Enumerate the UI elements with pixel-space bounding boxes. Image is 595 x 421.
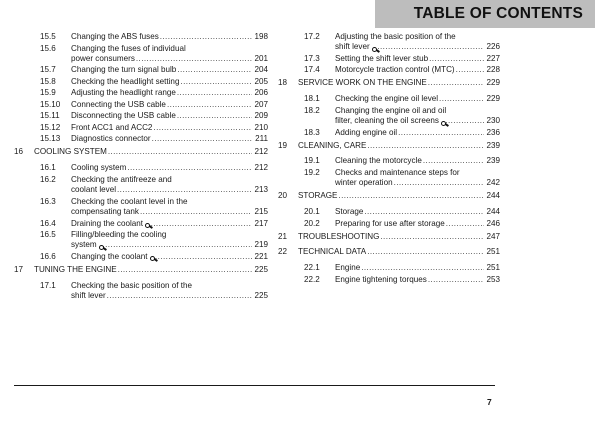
toc-entry-title: Diagnostics connector: [71, 134, 151, 144]
toc-entry[interactable]: [14, 230, 268, 251]
dot-leader: [429, 54, 484, 64]
toc-entry[interactable]: [278, 54, 500, 64]
page-number: 7: [487, 397, 492, 407]
toc-entry-title: Engine tightening torques: [335, 274, 427, 284]
header-bar: [375, 0, 595, 28]
toc-entry-page: 211: [255, 134, 268, 144]
toc-entry-page: 212: [254, 163, 268, 173]
toc-entry-title: system: [71, 240, 97, 250]
toc-entry-page: 247: [486, 231, 500, 241]
dot-leader: [380, 232, 484, 242]
toc-entry-title: Cooling system: [71, 163, 127, 173]
dot-leader: [177, 65, 252, 75]
dot-leader: [136, 54, 252, 64]
dot-leader: [152, 134, 252, 144]
toc-entry-title: Checks and maintenance steps for: [335, 167, 460, 177]
toc-entry-title: winter operation: [335, 178, 393, 188]
toc-entry-page: 217: [254, 218, 268, 228]
toc-entry-page: 198: [254, 32, 268, 41]
toc-entry-page: 225: [254, 291, 268, 301]
toc-entry-number: 15.13: [40, 134, 61, 144]
toc-entry[interactable]: [14, 123, 268, 133]
toc-entry[interactable]: [14, 77, 268, 87]
toc-entry-page: 221: [254, 251, 268, 261]
toc-column-left: [14, 32, 268, 303]
toc-entry-number: 19.2: [304, 167, 320, 177]
toc-entry-title: Changing the ABS fuses: [71, 32, 159, 41]
footer-divider: [14, 385, 495, 386]
toc-entry-page: 204: [254, 65, 268, 75]
toc-entry-number: 15.9: [40, 88, 56, 98]
toc-entry-page: 212: [254, 147, 268, 157]
dot-leader: [118, 265, 252, 275]
toc-entry-page: 251: [486, 247, 500, 257]
toc-entry-page: 210: [254, 122, 268, 132]
toc-entry-page: 209: [254, 111, 268, 121]
dot-leader: [446, 219, 484, 229]
toc-entry-number: 21: [278, 231, 288, 241]
toc-entry-page: 206: [254, 88, 268, 98]
toc-entry-page: 207: [254, 99, 268, 109]
wrench-icon: [145, 223, 147, 229]
dot-leader: [107, 291, 252, 301]
toc-entry-title: TECHNICAL DATA: [298, 247, 367, 257]
toc-entry[interactable]: [14, 111, 268, 121]
toc-entry-number: 15.6: [40, 43, 56, 53]
toc-entry-title: Preparing for use after storage: [335, 218, 445, 228]
toc-entry-number: 15.8: [40, 76, 56, 86]
toc-entry[interactable]: [14, 147, 268, 157]
toc-entry-number: 18.3: [304, 127, 320, 137]
wrench-icon: [441, 121, 442, 127]
toc-entry-page: 205: [254, 76, 268, 86]
toc-entry[interactable]: [278, 32, 500, 53]
dot-leader: [375, 42, 484, 52]
toc-entry-title: CLEANING, CARE: [298, 140, 367, 150]
toc-entry-title: Checking the basic position of the: [71, 280, 193, 290]
toc-entry-number: 20.2: [304, 218, 320, 228]
toc-entry-page: 244: [486, 191, 500, 201]
toc-entry[interactable]: [14, 65, 268, 75]
page-title: TABLE OF CONTENTS: [413, 5, 583, 22]
toc-entry[interactable]: [278, 94, 500, 104]
toc-entry[interactable]: [278, 65, 500, 75]
toc-entry-title: Storage: [335, 207, 364, 217]
toc-entry-number: 17.3: [304, 53, 320, 63]
toc-entry-title: TUNING THE ENGINE: [34, 264, 117, 274]
wrench-icon: [372, 47, 374, 53]
toc-entry-number: 16.4: [40, 218, 56, 228]
toc-entry-number: 22.2: [304, 274, 320, 284]
dot-leader: [117, 185, 252, 195]
toc-entry-title: coolant level: [71, 185, 116, 195]
toc-entry-page: 251: [486, 263, 500, 273]
toc-entry-number: 22.1: [304, 263, 320, 273]
dot-leader: [394, 178, 484, 188]
toc-column-right: [278, 32, 500, 286]
toc-entry-title: Engine: [335, 263, 361, 273]
toc-entry-number: 16.1: [40, 163, 56, 173]
toc-entry[interactable]: [278, 191, 500, 201]
toc-entry[interactable]: [278, 247, 500, 257]
toc-entry[interactable]: [278, 128, 500, 138]
toc-entry[interactable]: [278, 156, 500, 166]
toc-entry-title: Cleaning the motorcycle: [335, 156, 422, 166]
toc-entry-number: 18: [278, 78, 288, 88]
toc-entry[interactable]: [278, 106, 500, 127]
dot-leader: [153, 123, 252, 133]
toc-entry-title: Adjusting the headlight range: [71, 88, 176, 98]
toc-entry-number: 19.1: [304, 156, 320, 166]
toc-entry-page: 239: [486, 140, 500, 150]
toc-entry-page: 230: [486, 116, 500, 126]
toc-entry[interactable]: [278, 219, 500, 229]
toc-entry-number: 22: [278, 247, 288, 257]
dot-leader: [338, 191, 484, 201]
toc-entry-title: Disconnecting the USB cable: [71, 111, 176, 121]
toc-entry-page: 242: [486, 178, 500, 188]
toc-entry[interactable]: [14, 175, 268, 196]
toc-entry[interactable]: [278, 263, 500, 273]
toc-entry-title: Adding engine oil: [335, 127, 398, 137]
toc-entry-number: 15.5: [40, 32, 56, 41]
toc-entry-title: shift lever: [71, 291, 106, 301]
dot-leader: [148, 219, 252, 229]
dot-leader: [180, 77, 252, 87]
toc-entry-title: Changing the coolant: [71, 251, 148, 261]
toc-entry-title: Changing the fuses of individual: [71, 43, 186, 53]
dot-leader: [177, 111, 252, 121]
toc-entry-page: 244: [486, 207, 500, 217]
toc-entry[interactable]: [14, 32, 268, 42]
toc-entry-title: STORAGE: [298, 191, 338, 201]
dot-leader: [367, 141, 484, 151]
toc-entry[interactable]: [14, 44, 268, 65]
dot-leader: [108, 147, 252, 157]
dot-leader: [167, 100, 252, 110]
toc-entry-title: Motorcycle traction control (MTC): [335, 65, 455, 75]
toc-entry-number: 16.5: [40, 230, 56, 240]
toc-entry-number: 17.4: [304, 65, 320, 75]
toc-entry-title: Changing the engine oil and oil: [335, 105, 447, 115]
toc-entry-title: Front ACC1 and ACC2: [71, 122, 153, 132]
toc-entry-number: 20: [278, 191, 288, 201]
dot-leader: [398, 128, 484, 138]
toc-entry-number: 16.2: [40, 174, 56, 184]
toc-entry-number: 15.12: [40, 122, 61, 132]
toc-entry-title: Draining the coolant: [71, 218, 143, 228]
toc-entry-page: 236: [486, 127, 500, 137]
toc-entry-number: 19: [278, 140, 288, 150]
dot-leader: [364, 207, 484, 217]
dot-leader: [152, 252, 252, 262]
toc-entry[interactable]: [278, 141, 500, 151]
toc-entry-title: TROUBLESHOOTING: [298, 231, 380, 241]
wrench-icon: [99, 245, 102, 251]
dot-leader: [367, 247, 484, 257]
dot-leader: [423, 156, 484, 166]
toc-entry-title: Checking the engine oil level: [335, 94, 439, 104]
toc-entry[interactable]: [14, 100, 268, 110]
toc-entry[interactable]: [14, 197, 268, 218]
toc-entry-title: shift lever: [335, 42, 370, 52]
toc-entry-page: 226: [486, 42, 500, 52]
toc-entry[interactable]: [278, 275, 500, 285]
dot-leader: [127, 163, 252, 173]
toc-entry-title: compensating tank: [71, 207, 139, 217]
dot-leader: [428, 78, 484, 88]
toc-entry-page: 213: [254, 185, 268, 195]
dot-leader: [140, 207, 252, 217]
toc-entry[interactable]: [14, 88, 268, 98]
toc-entry-title: Checking the antifreeze and: [71, 174, 172, 184]
toc-entry-page: 239: [486, 156, 500, 166]
dot-leader: [160, 32, 252, 42]
toc-entry-number: 20.1: [304, 207, 320, 217]
toc-entry-title: Checking the headlight setting: [71, 76, 180, 86]
dot-leader: [361, 263, 484, 273]
dot-leader: [456, 65, 484, 75]
toc-entry-page: 246: [486, 218, 500, 228]
toc-entry[interactable]: [278, 78, 500, 88]
toc-entry-number: 18.1: [304, 94, 320, 104]
toc-entry[interactable]: [278, 232, 500, 242]
toc-entry-page: 215: [254, 207, 268, 217]
dot-leader: [428, 275, 484, 285]
toc-entry[interactable]: [14, 265, 268, 275]
toc-entry-page: 227: [486, 53, 500, 63]
wrench-icon: [150, 256, 152, 262]
toc-entry-title: Changing the turn signal bulb: [71, 65, 177, 75]
toc-entry[interactable]: [14, 281, 268, 302]
toc-entry-title: filter, cleaning the oil screens: [335, 116, 439, 126]
toc-entry-title: Adjusting the basic position of the: [335, 32, 456, 41]
toc-entry-title: Setting the shift lever stub: [335, 53, 429, 63]
toc-entry-title: Filling/bleeding the cooling: [71, 230, 167, 240]
toc-entry[interactable]: [14, 163, 268, 173]
toc-entry-number: 15.7: [40, 65, 56, 75]
toc-entry-number: 17.2: [304, 32, 320, 41]
toc-entry-number: 17.1: [40, 280, 56, 290]
toc-entry[interactable]: [14, 219, 268, 229]
toc-entry-page: 228: [486, 65, 500, 75]
toc-entry[interactable]: [14, 134, 268, 144]
toc-entry-page: 225: [254, 264, 268, 274]
toc-entry-number: 17: [14, 264, 24, 274]
dot-leader: [439, 94, 484, 104]
toc-entry-number: 18.2: [304, 105, 320, 115]
toc-entry-title: Connecting the USB cable: [71, 99, 166, 109]
toc-entry-number: 16.3: [40, 196, 56, 206]
toc-entry-page: 201: [254, 53, 268, 63]
toc-entry-title: power consumers: [71, 53, 135, 63]
toc-entry-page: 253: [486, 274, 500, 284]
dot-leader: [102, 240, 252, 250]
toc-entry-page: 229: [486, 94, 500, 104]
toc-entry-title: SERVICE WORK ON THE ENGINE: [298, 78, 427, 88]
toc-entry-page: 219: [254, 240, 268, 250]
toc-entry[interactable]: [278, 207, 500, 217]
toc-entry-page: 229: [486, 78, 500, 88]
dot-leader: [177, 88, 252, 98]
toc-entry[interactable]: [14, 252, 268, 262]
toc-entry-title: Checking the coolant level in the: [71, 196, 188, 206]
toc-entry-number: 15.10: [40, 99, 61, 109]
toc-entry-number: 15.11: [40, 111, 60, 121]
toc-entry-number: 16: [14, 147, 24, 157]
toc-entry[interactable]: [278, 168, 500, 189]
toc-entry-number: 16.6: [40, 251, 56, 261]
toc-entry-title: COOLING SYSTEM: [34, 147, 107, 157]
